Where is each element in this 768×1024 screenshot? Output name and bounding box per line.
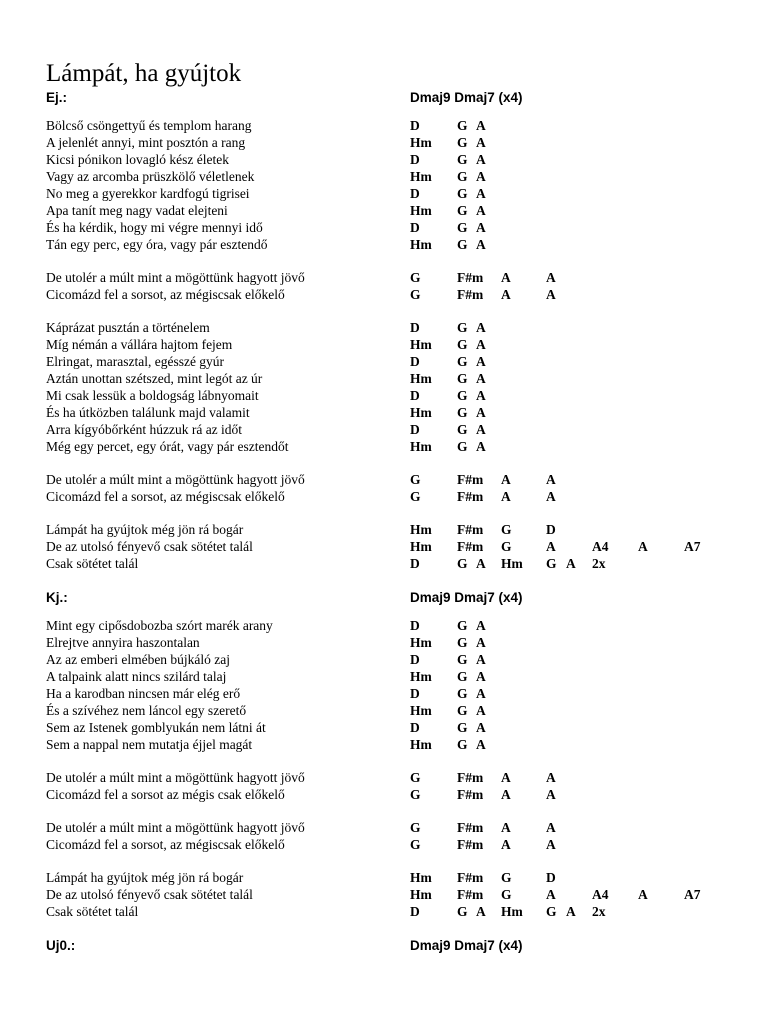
chord: D: [546, 522, 556, 537]
section-chords: Dmaj9 Dmaj7 (x4): [410, 938, 523, 953]
chord: Hm: [410, 169, 432, 184]
chord: F#m: [457, 770, 484, 785]
chord: A: [476, 371, 486, 386]
section-chords: Dmaj9 Dmaj7 (x4): [410, 590, 523, 605]
chord: Hm: [410, 737, 432, 752]
chord: G: [457, 439, 468, 454]
section-chords: Dmaj9 Dmaj7 (x4): [410, 90, 523, 105]
chord: Hm: [410, 887, 432, 902]
chord: A: [638, 539, 648, 554]
chord: G: [457, 354, 468, 369]
chord: A: [546, 489, 556, 504]
chord: G: [457, 618, 468, 633]
chord: D: [410, 220, 420, 235]
chord: A: [476, 652, 486, 667]
chord: A: [476, 388, 486, 403]
lyric-line: Elringat, marasztal, egésszé gyúr: [46, 354, 225, 369]
chord: G: [457, 237, 468, 252]
chord: D: [410, 618, 420, 633]
chord: A: [501, 287, 511, 302]
chord: A: [476, 703, 486, 718]
chord: G: [457, 371, 468, 386]
lyric-line: Mi csak lessük a boldogság lábnyomait: [46, 388, 259, 403]
chord: A: [476, 669, 486, 684]
chord: 2x: [592, 904, 606, 919]
chord: G: [410, 489, 421, 504]
chord: A: [476, 118, 486, 133]
chord: G: [457, 405, 468, 420]
lyric-line: De az utolsó fényevő csak sötétet talál: [46, 887, 253, 902]
chord: G: [457, 186, 468, 201]
chord: 2x: [592, 556, 606, 571]
chord: A7: [684, 539, 701, 554]
chord: G: [546, 904, 557, 919]
lyric-line: És a szívéhez nem láncol egy szerető: [46, 703, 247, 718]
chord: F#m: [457, 287, 484, 302]
chord: F#m: [457, 489, 484, 504]
lyric-line: Cicomázd fel a sorsot az mégis csak előkelő: [46, 787, 285, 802]
chord: Hm: [410, 669, 432, 684]
lyric-line: Tán egy perc, egy óra, vagy pár esztendő: [46, 237, 268, 252]
lyric-line: No meg a gyerekkor kardfogú tigrisei: [46, 186, 250, 201]
chord: A: [546, 820, 556, 835]
chord: A: [501, 770, 511, 785]
lyric-line: Cicomázd fel a sorsot, az mégiscsak előkelő: [46, 287, 285, 302]
chord: A: [476, 618, 486, 633]
chord: Hm: [410, 237, 432, 252]
chord: G: [410, 770, 421, 785]
chord: A: [476, 237, 486, 252]
chord: G: [457, 152, 468, 167]
lyric-line: Apa tanít meg nagy vadat elejteni: [46, 203, 228, 218]
chord: Hm: [410, 522, 432, 537]
section-label: Ej.:: [46, 90, 68, 105]
chord: G: [457, 737, 468, 752]
chord: Hm: [410, 203, 432, 218]
chord: F#m: [457, 820, 484, 835]
chord: A: [546, 287, 556, 302]
chord: A: [546, 472, 556, 487]
chord: G: [457, 388, 468, 403]
chord: A: [501, 837, 511, 852]
lyric-line: Sem az Istenek gomblyukán nem látni át: [46, 720, 266, 735]
chord: G: [457, 703, 468, 718]
chord: A: [476, 686, 486, 701]
lyric-line: Csak sötétet talál: [46, 904, 139, 919]
chord: G: [410, 472, 421, 487]
chord: Hm: [410, 703, 432, 718]
song-title: Lámpát, ha gyújtok: [46, 60, 242, 87]
chord: A: [546, 539, 556, 554]
chord: F#m: [457, 870, 484, 885]
chord: A: [566, 904, 576, 919]
chord: A: [476, 556, 486, 571]
chord: A: [501, 787, 511, 802]
chord: G: [501, 522, 512, 537]
chord: D: [410, 652, 420, 667]
chord: G: [457, 669, 468, 684]
chord: A: [501, 820, 511, 835]
chord: G: [410, 270, 421, 285]
chord: F#m: [457, 837, 484, 852]
chord: G: [501, 887, 512, 902]
lyric-line: Mint egy cipősdobozba szórt marék arany: [46, 618, 273, 633]
chord: G: [546, 556, 557, 571]
chord: G: [457, 118, 468, 133]
chord: A4: [592, 539, 609, 554]
chord: F#m: [457, 887, 484, 902]
chord: F#m: [457, 787, 484, 802]
lyric-line: Aztán unottan szétszed, mint legót az úr: [46, 371, 263, 386]
chord: A: [476, 354, 486, 369]
chord: Hm: [410, 539, 432, 554]
chord: G: [410, 820, 421, 835]
chord: G: [457, 422, 468, 437]
chord: A: [476, 220, 486, 235]
chord: G: [457, 220, 468, 235]
chord: Hm: [410, 135, 432, 150]
lyric-line: Cicomázd fel a sorsot, az mégiscsak előkelő: [46, 837, 285, 852]
chord: A: [476, 720, 486, 735]
chord: Hm: [501, 904, 523, 919]
chord: Hm: [410, 870, 432, 885]
chord: G: [410, 787, 421, 802]
chord: A: [501, 270, 511, 285]
chord: A: [476, 405, 486, 420]
chord: Hm: [410, 439, 432, 454]
chord: Hm: [410, 371, 432, 386]
lyric-line: A jelenlét annyi, mint posztón a rang: [46, 135, 246, 150]
chord: G: [457, 904, 468, 919]
lyric-line: Még egy percet, egy órát, vagy pár esztendőt: [46, 439, 289, 454]
chord: D: [410, 320, 420, 335]
chord: G: [457, 320, 468, 335]
lyric-line: Káprázat pusztán a történelem: [46, 320, 210, 335]
lyric-line: Csak sötétet talál: [46, 556, 139, 571]
chord: D: [410, 686, 420, 701]
chord: A: [476, 320, 486, 335]
lyric-line: Arra kígyóbőrként húzzuk rá az időt: [46, 422, 243, 437]
chord: A: [546, 837, 556, 852]
chord: A: [476, 169, 486, 184]
lyric-line: Vagy az arcomba prüszkölő véletlenek: [46, 169, 255, 184]
chord: A: [546, 787, 556, 802]
lyric-line: És ha kérdik, hogy mi végre mennyi idő: [46, 220, 263, 235]
chord: F#m: [457, 472, 484, 487]
chord: D: [410, 152, 420, 167]
chord: G: [457, 169, 468, 184]
lyric-line: Ha a karodban nincsen már elég erő: [46, 686, 241, 701]
chord: D: [410, 354, 420, 369]
chord: A: [546, 270, 556, 285]
chord: G: [410, 837, 421, 852]
lyric-line: De utolér a múlt mint a mögöttünk hagyott jövő: [46, 820, 305, 835]
chord: A: [476, 737, 486, 752]
chord: G: [501, 870, 512, 885]
lyric-line: Lámpát ha gyújtok még jön rá bogár: [46, 870, 244, 885]
chord: D: [410, 186, 420, 201]
chord: G: [501, 539, 512, 554]
lyric-line: Lámpát ha gyújtok még jön rá bogár: [46, 522, 244, 537]
lyric-line: Bölcső csöngettyű és templom harang: [46, 118, 252, 133]
chord: D: [410, 422, 420, 437]
chord: A7: [684, 887, 701, 902]
chord: Hm: [410, 635, 432, 650]
chord: G: [410, 287, 421, 302]
lyric-line: És ha útközben találunk majd valamit: [46, 405, 250, 420]
chord: A: [501, 472, 511, 487]
chord: A: [546, 770, 556, 785]
chord: G: [457, 686, 468, 701]
chord: D: [410, 904, 420, 919]
chord: Hm: [501, 556, 523, 571]
chord: A: [546, 887, 556, 902]
chord: D: [410, 118, 420, 133]
chord: D: [410, 556, 420, 571]
lyric-line: Kicsi pónikon lovagló kész életek: [46, 152, 229, 167]
chord: A: [476, 186, 486, 201]
lyric-line: Míg némán a vállára hajtom fejem: [46, 337, 233, 352]
chord: G: [457, 635, 468, 650]
lyric-line: Az az emberi elmében bújkáló zaj: [46, 652, 231, 667]
chord: A: [501, 489, 511, 504]
chord: G: [457, 135, 468, 150]
chord: G: [457, 203, 468, 218]
lyric-line: A talpaink alatt nincs szilárd talaj: [46, 669, 227, 684]
lyric-line: De utolér a múlt mint a mögöttünk hagyott jövő: [46, 472, 305, 487]
chord: G: [457, 337, 468, 352]
chord: A: [476, 203, 486, 218]
chord: A4: [592, 887, 609, 902]
chord: A: [476, 439, 486, 454]
chord: A: [476, 904, 486, 919]
chord: G: [457, 652, 468, 667]
lyric-line: Cicomázd fel a sorsot, az mégiscsak előkelő: [46, 489, 285, 504]
chord: A: [566, 556, 576, 571]
lyric-line: Elrejtve annyira haszontalan: [46, 635, 200, 650]
section-label: Uj0.:: [46, 938, 76, 953]
lyric-line: De az utolsó fényevő csak sötétet talál: [46, 539, 253, 554]
chord: A: [476, 337, 486, 352]
chord: Hm: [410, 405, 432, 420]
chord: D: [546, 870, 556, 885]
chord: A: [476, 422, 486, 437]
chord: G: [457, 556, 468, 571]
lyric-line: Sem a nappal nem mutatja éjjel magát: [46, 737, 253, 752]
chord: A: [638, 887, 648, 902]
chord: A: [476, 635, 486, 650]
lyric-line: De utolér a múlt mint a mögöttünk hagyott jövő: [46, 270, 305, 285]
chord: D: [410, 388, 420, 403]
chord: G: [457, 720, 468, 735]
chord: A: [476, 135, 486, 150]
chord: A: [476, 152, 486, 167]
lyric-line: De utolér a múlt mint a mögöttünk hagyott jövő: [46, 770, 305, 785]
chord: F#m: [457, 270, 484, 285]
chord: Hm: [410, 337, 432, 352]
chord: F#m: [457, 522, 484, 537]
chord: F#m: [457, 539, 484, 554]
section-label: Kj.:: [46, 590, 68, 605]
chord: D: [410, 720, 420, 735]
